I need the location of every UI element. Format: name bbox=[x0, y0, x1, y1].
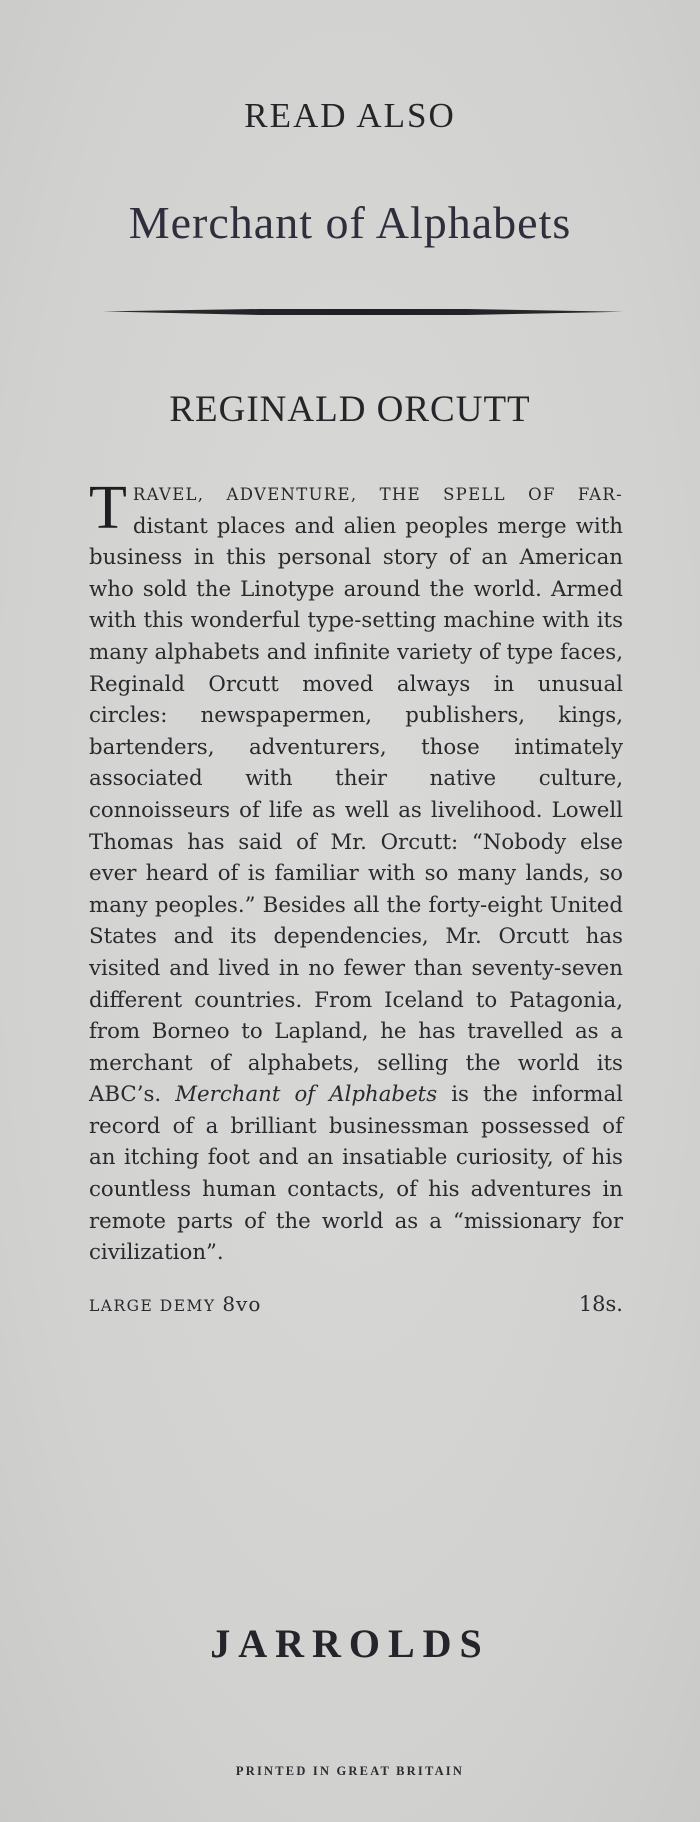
format-label: LARGE DEMY bbox=[89, 1297, 216, 1315]
blurb-text: distant places and alien peoples merge with business in this personal story of an American who sold the Linotype around the world. Armed with this wonderful type-setting machine with its many alphabets and infinite variety of type faces, Reginald Orcutt moved always in unusual circles: newspapermen, publishers, kings, bartenders, adventurers, those intimately associated with their native culture, connoisseurs of life as well as livelihood. Lowell Thomas has said of Mr. Orcutt: “Nobody else ever heard of is familiar with so many lands, so many peoples.” Besides all the forty-eight United States and its dependencies, Mr. Orcutt has visited and lived in no fewer than seventy-seven different countries. From Iceland to Patagonia, from Borneo to Lapland, he has travelled as a merchant of alphabets, selling the world its ABC’s. bbox=[89, 513, 623, 1108]
price: 18s. bbox=[578, 1292, 623, 1316]
author-name: REGINALD ORCUTT bbox=[169, 389, 531, 430]
blurb-italic-title: Merchant of Alphabets bbox=[175, 1082, 438, 1108]
book-format bbox=[89, 1292, 261, 1316]
format-price-row bbox=[89, 1292, 623, 1316]
blurb-lead-caps: RAVEL, ADVENTURE, THE SPELL OF FAR- bbox=[132, 485, 623, 504]
book-title: Merchant of Alphabets bbox=[128, 197, 572, 248]
blurb-text-end: is the informal record of a brilliant businessman possessed of an itching foot and an insatiable curiosity, of his countless human contacts, of his adventures in remote parts of the world as a “missionary for civilization”. bbox=[89, 1082, 623, 1266]
format-size: 8vo bbox=[222, 1292, 262, 1316]
publisher-name: JARROLDS bbox=[210, 1621, 490, 1666]
drop-cap: T bbox=[89, 474, 127, 542]
decorative-rule bbox=[103, 309, 623, 315]
printed-in-line: PRINTED IN GREAT BRITAIN bbox=[235, 1764, 465, 1778]
book-blurb bbox=[89, 474, 623, 1269]
read-also-heading: READ ALSO bbox=[244, 96, 456, 135]
